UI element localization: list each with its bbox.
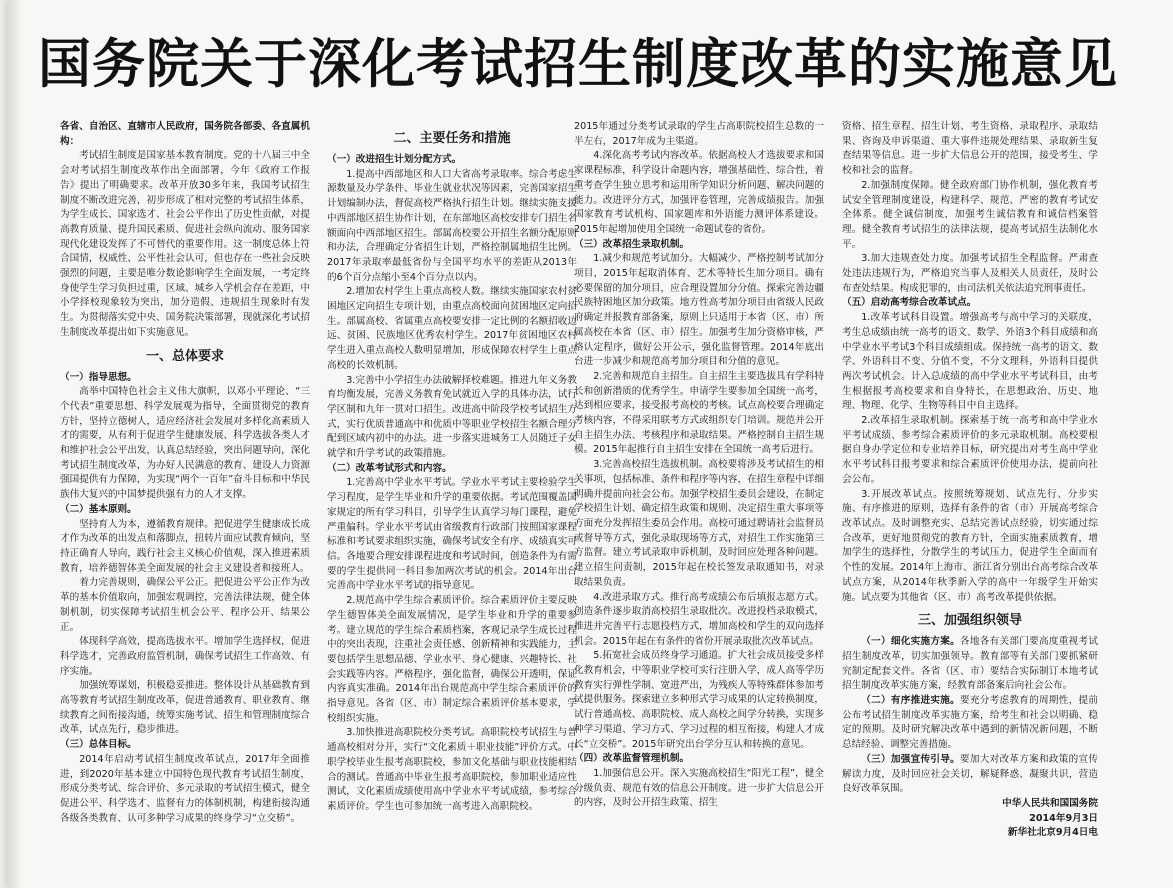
paragraph: 2.改革招生录取机制。探索基于统一高考和高中学业水平考试成绩、参考综合素质评价的多元录取机制。高校要根据自身办学定位和专业培养目标，研究提出对考生高中学业水平考试科目报考要求和综合素质评价使用办法，提前向社会公布。 (842, 415, 1098, 485)
subheading: （三）改革招生录取机制。 (574, 238, 690, 250)
page-title: 国务院关于深化考试招生制度改革的实施意见 (38, 34, 1118, 95)
paragraph: 坚持育人为本，遵循教育规律。把促进学生健康成长成才作为改革的出发点和落脚点，扭转片面应试教育倾向，坚持正确育人导向，践行社会主义核心价值观，深入推进素质教育，培养德智体美全面发展的社会主义建设者和接班人。 (60, 518, 310, 574)
paragraph: 着力完善规则，确保公平公正。把促进公平公正作为改革的基本价值取向，加强宏观调控，完善法律法规，健全体制机制，切实保障考试招生机会公平、程序公开、结果公正。 (60, 577, 310, 633)
paragraph: 3.开展改革试点。按照统筹规划、试点先行、分步实施、有序推进的原则，选择有条件的省（市）开展高考综合改革试点。及时调整充实、总结完善试点经验，切实通过综合改革，更好地贯彻党的教育方针，全面实施素质教育，增加学生的选择性，分散学生的考试压力，促进学生全面而有个性的发展。2014年上海市、浙江省分别出台高考综合改革试点方案，从2014年秋季新入学的高中一年级学生开始实施。试点要为其他省（区、市）高考改革提供依据。 (842, 488, 1098, 603)
subheading: （二）改革考试形式和内容。 (327, 462, 452, 474)
paragraph: 1.提高中西部地区和人口大省高考录取率。综合考虑生源数量及办学条件、毕业生就业状况等因素，完善国家招生计划编制办法，督促高校严格执行招生计划。继续实施支援中西部地区招生协作计划，在东部地区高校安排专门招生名额面向中西部地区招生。部属高校要公开招生名额分配原则和办法，合理确定分省招生计划，严格控制属地招生比例。2017年录取率最低省份与全国平均水平的差距从2013年的6个百分点缩小至4个百分点以内。 (327, 168, 577, 283)
paragraph: 2.加强制度保障。健全政府部门协作机制，强化教育考试安全管理制度建设，构建科学、规范、严密的教育考试安全体系。健全诚信制度，加强考生诚信教育和诚信档案管理。健全教育考试招生的法律法规，提高考试招生法制化水平。 (842, 179, 1098, 250)
paragraph (60, 738, 310, 753)
paragraph (842, 753, 1098, 797)
paragraph: 资格、招生章程、招生计划、考生资格、录取程序、录取结果、咨询及申诉渠道、重大事件违规处理结果、录取新生复查结果等信息。进一步扩大信息公开的范围，接受考生、学校和社会的监督。 (842, 121, 1098, 177)
paragraph (842, 296, 1098, 311)
subheading: （三）加强宣传引导。 (861, 753, 960, 765)
paragraph: 2015年通过分类考试录取的学生占高职院校招生总数的一半左右，2017年成为主渠道。 (574, 121, 824, 147)
paragraph: 1.加强信息公开。深入实施高校招生“阳光工程”，健全分级负责、规范有效的信息公开制度。进一步扩大信息公开的内容，及时公开招生政策、招生 (574, 767, 824, 809)
paragraph: 4.改进录取方式。推行高考成绩公布后填报志愿方式。创造条件逐步取消高校招生录取批次。改进投档录取模式，推进并完善平行志愿投档方式，增加高校和学生的双向选择机会。2015年起在有条件的省份开展录取批次改革试点。 (574, 591, 824, 647)
paragraph: 3.完善中小学招生办法破解择校难题。推进九年义务教育均衡发展，完善义务教育免试就近入学的具体办法，试行学区制和九年一贯对口招生。改进高中阶段学校考试招生方式，实行优质普通高中和优质中等职业学校招生名额合理分配到区域内初中的办法。进一步落实进城务工人员随迁子女就学和升学考试的政策措施。 (327, 374, 577, 460)
issue-date: 2014年9月3日 (1029, 812, 1098, 824)
newspaper-page (8, 0, 1173, 888)
subheading: （二）基本原则。 (60, 503, 137, 515)
paragraph: 体现科学高效，提高选拔水平。增加学生选择权，促进科学选才，完善政府监管机制，确保考试招生工作高效、有序实施。 (60, 636, 310, 677)
paragraph-text: 要加大对改革方案和政策的宣传解读力度，及时回应社会关切，解疑释惑、凝聚共识，营造良好改革氛围。 (842, 753, 1098, 795)
subheading: （五）启动高考综合改革试点。 (842, 297, 977, 309)
subheading: （一）指导思想。 (60, 371, 137, 383)
paragraph: 1.改革考试科目设置。增强高考与高中学习的关联度，考生总成绩由统一高考的语文、数学、外语3个科目成绩和高中学业水平考试3个科目成绩组成。保持统一高考的语文、数学、外语科目不变、分值不变，不分文理科，外语科目提供两次考试机会。计入总成绩的高中学业水平考试科目，由考生根据报考高校要求和自身特长，在思想政治、历史、地理、物理、化学、生物等科目中自主选择。 (842, 312, 1098, 412)
paragraph: 3.加大违规查处力度。加强考试招生全程监督。严肃查处违法违规行为，严格追究当事人及相关人员责任，及时公布查处结果。构成犯罪的，由司法机关依法追究刑事责任。 (842, 253, 1098, 294)
paragraph (60, 503, 310, 518)
paragraph: 4.深化高考考试内容改革。依据高校人才选拔要求和国家课程标准，科学设计命题内容，增强基础性、综合性，着重考查学生独立思考和运用所学知识分析问题、解决问题的能力。改进评分方式，加强评卷管理，完善成绩报告。加强国家教育考试机构、国家题库和外语能力测评体系建设。2015年起增加使用全国统一命题试卷的省份。 (574, 150, 824, 235)
paragraph: 1.完善高中学业水平考试。学业水平考试主要检验学生学习程度，是学生毕业和升学的重要依据。考试范围覆盖国家规定的所有学习科目，引导学生认真学习每门课程，避免严重偏科。学业水平考试由省级教育行政部门按照国家课程标准和考试要求组织实施，确保考试安全有序、成绩真实可信。各地要合理安排课程进度和考试时间，创造条件为有需要的学生提供同一科目参加两次考试的机会。2014年出台完善高中学业水平考试的指导意见。 (327, 477, 577, 592)
column-1 (60, 120, 310, 882)
page-edge (8, 0, 20, 888)
subheading: （一）细化实施方案。 (861, 636, 960, 648)
paragraph (574, 752, 824, 767)
salutation: 各省、自治区、直辖市人民政府，国务院各部委、各直属机构： (60, 121, 310, 147)
paragraph (842, 635, 1098, 694)
subheading: （四）改革监督管理机制。 (574, 753, 690, 765)
section-heading-3: 三、加强组织领导 (917, 613, 1022, 629)
paragraph (327, 153, 577, 168)
paragraph-text: 要充分考虑教育的周期性，提前公布考试招生制度改革实施方案，给考生和社会以明确、稳定的预期。及时研究解决改革中遇到的新情况新问题，不断总结经验、调整完善措施。 (842, 695, 1098, 751)
section-heading-1: 一、总体要求 (145, 348, 224, 364)
paragraph: 5.拓宽社会成员终身学习通道。扩大社会成员接受多样化教育机会，中等职业学校可实行注册入学，成人高等学历教育实行弹性学制、宽进严出，为残疾人等特殊群体参加考试提供服务。探索建立多种形式学习成果的认定转换制度，试行普通高校、高职院校、成人高校之间学分转换，实现多种学习渠道、学习方式、学习过程的相互衔接，构建人才成长“立交桥”。2015年研究出台学分互认和转换的意见。 (574, 650, 824, 750)
paragraph: 2.增加农村学生上重点高校人数。继续实施国家农村贫困地区定向招生专项计划，由重点高校面向贫困地区定向招生。部属高校、省属重点高校要安排一定比例的名额招收边远、贫困、民族地区优秀农村学生。2017年贫困地区农村学生进入重点高校人数明显增加，形成保障农村学生上重点高校的长效机制。 (327, 286, 577, 371)
paragraph: 2014年启动考试招生制度改革试点，2017年全面推进，到2020年基本建立中国特色现代教育考试招生制度，形成分类考试、综合评价、多元录取的考试招生模式，健全促进公平、科学选才、监督有力的体制机制，构建衔接沟通各级各类教育、认可多种学习成果的终身学习“立交桥”。 (60, 753, 310, 824)
paragraph-text: 各地各有关部门要高度重视考试招生制度改革，切实加强领导。教育部等有关部门要抓紧研究制定配套文件。各省（区、市）要结合实际制订本地考试招生制度改革实施方案，经教育部备案后向社会公布。 (842, 636, 1098, 692)
column-3 (574, 120, 824, 882)
paragraph (842, 694, 1098, 753)
intro-paragraph: 考试招生制度是国家基本教育制度。党的十八届三中全会对考试招生制度改革作出全面部署，今年《政府工作报告》提出了明确要求。改革开放30多年来，我国考试招生制度不断改进完善，初步形成了相对完整的考试招生体系，为学生成长、国家选才、社会公平作出了历史性贡献，对提高教育质量、提升国民素质、促进社会纵向流动、服务国家现代化建设发挥了不可替代的重要作用。这一制度总体上符合国情，权威性、公平性社会认可，但也存在一些社会反映强烈的问题，主要是唯分数论影响学生全面发展，一考定终身使学生学习负担过重，区域、城乡入学机会存在差距，中小学择校现象较为突出，加分造假、违规招生现象时有发生。为贯彻落实党中央、国务院决策部署，现就深化考试招生制度改革提出如下实施意见。 (60, 150, 310, 338)
paragraph: 高举中国特色社会主义伟大旗帜，以邓小平理论、“三个代表”重要思想、科学发展观为指导，全面贯彻党的教育方针，坚持立德树人，适应经济社会发展对多样化高素质人才的需要，从有利于促进学生健康发展、科学选拔各类人才和维护社会公平出发，认真总结经验，突出问题导向，深化考试招生制度改革，为办好人民满意的教育、建设人力资源强国提供有力保障，为实现“两个一百年”奋斗目标和中华民族伟大复兴的中国梦提供强有力的人才支撑。 (60, 386, 310, 501)
column-2 (327, 120, 577, 882)
paragraph: 2.完善和规范自主招生。自主招生主要选拔具有学科特长和创新潜质的优秀学生。申请学生要参加全国统一高考，达到相应要求，接受报考高校的考核。试点高校要合理确定考核内容，不得采用联考方式或组织专门培训。规范并公开自主招生办法、考核程序和录取结果。严格控制自主招生规模。2015年起推行自主招生安排在全国统一高考后进行。 (574, 370, 824, 456)
signature: 中华人民共和国国务院 (1002, 797, 1098, 809)
paragraph: 1.减少和规范考试加分。大幅减少、严格控制考试加分项目，2015年起取消体育、艺术等特长生加分项目。确有必要保留的加分项目，应合理设置加分分值。探索完善边疆民族特困地区加分政策。地方性高考加分项目由省级人民政府确定并报教育部备案，原则上只适用于本省（区、市）所属高校在本省（区、市）招生。加强考生加分资格审核，严格认定程序，做好公开公示，强化监督管理。2014年底出台进一步减少和规范高考加分项目和分值的意见。 (574, 253, 824, 368)
subheading: （一）改进招生计划分配方式。 (327, 154, 462, 165)
paragraph: 2.规范高中学生综合素质评价。综合素质评价主要反映学生德智体美全面发展情况，是学生毕业和升学的重要参考。建立规范的学生综合素质档案，客观记录学生成长过程中的突出表现，注重社会责任感、创新精神和实践能力，主要包括学生思想品德、学业水平、身心健康、兴趣特长、社会实践等内容。严格程序，强化监督，确保公开透明，保证内容真实准确。2014年出台规范高中学生综合素质评价的指导意见。各省（区、市）制定综合素质评价基本要求，学校组织实施。 (327, 595, 577, 724)
subheading: （三）总体目标。 (60, 739, 137, 751)
paragraph (574, 238, 824, 253)
paragraph: 加强统筹谋划，积极稳妥推进。整体设计从基础教育到高等教育考试招生制度改革，促进普通教育、职业教育、继续教育之间衔接沟通，统筹实施考试、招生和管理制度综合改革，试点先行，稳步推进。 (60, 680, 310, 736)
news-source: 新华社北京9月4日电 (1007, 827, 1098, 839)
section-heading-2: 二、主要任务和措施 (393, 131, 511, 146)
paragraph: 3.加快推进高职院校分类考试。高职院校考试招生与普通高校相对分开，实行“文化素质＋职业技能”评价方式。中职学校毕业生报考高职院校，参加文化基础与职业技能相结合的测试。普通高中毕业生报考高职院校，参加职业适应性测试，文化素质成绩使用高中学业水平考试成绩，参考综合素质评价。学生也可参加统一高考进入高职院校。 (327, 727, 577, 812)
paragraph: 3.完善高校招生选拔机制。高校要将涉及考试招生的相关事项，包括标准、条件和程序等内容，在招生章程中详细明确并提前向社会公布。加强学校招生委员会建设，在制定学校招生计划、确定招生政策和规则、决定招生重大事项等方面充分发挥招生委员会作用。高校可通过聘请社会监督员或督导等方式，强化录取现场等方式，对招生工作实施第三方监督。建立考试录取申诉机制，及时回应处理各种问题。建立招生问责制，2015年起在校长签发录取通知书，对录取结果负责。 (574, 459, 824, 588)
column-4 (842, 120, 1098, 882)
paragraph (327, 462, 577, 477)
paragraph (60, 371, 310, 386)
subheading: （二）有序推进实施。 (861, 695, 960, 707)
